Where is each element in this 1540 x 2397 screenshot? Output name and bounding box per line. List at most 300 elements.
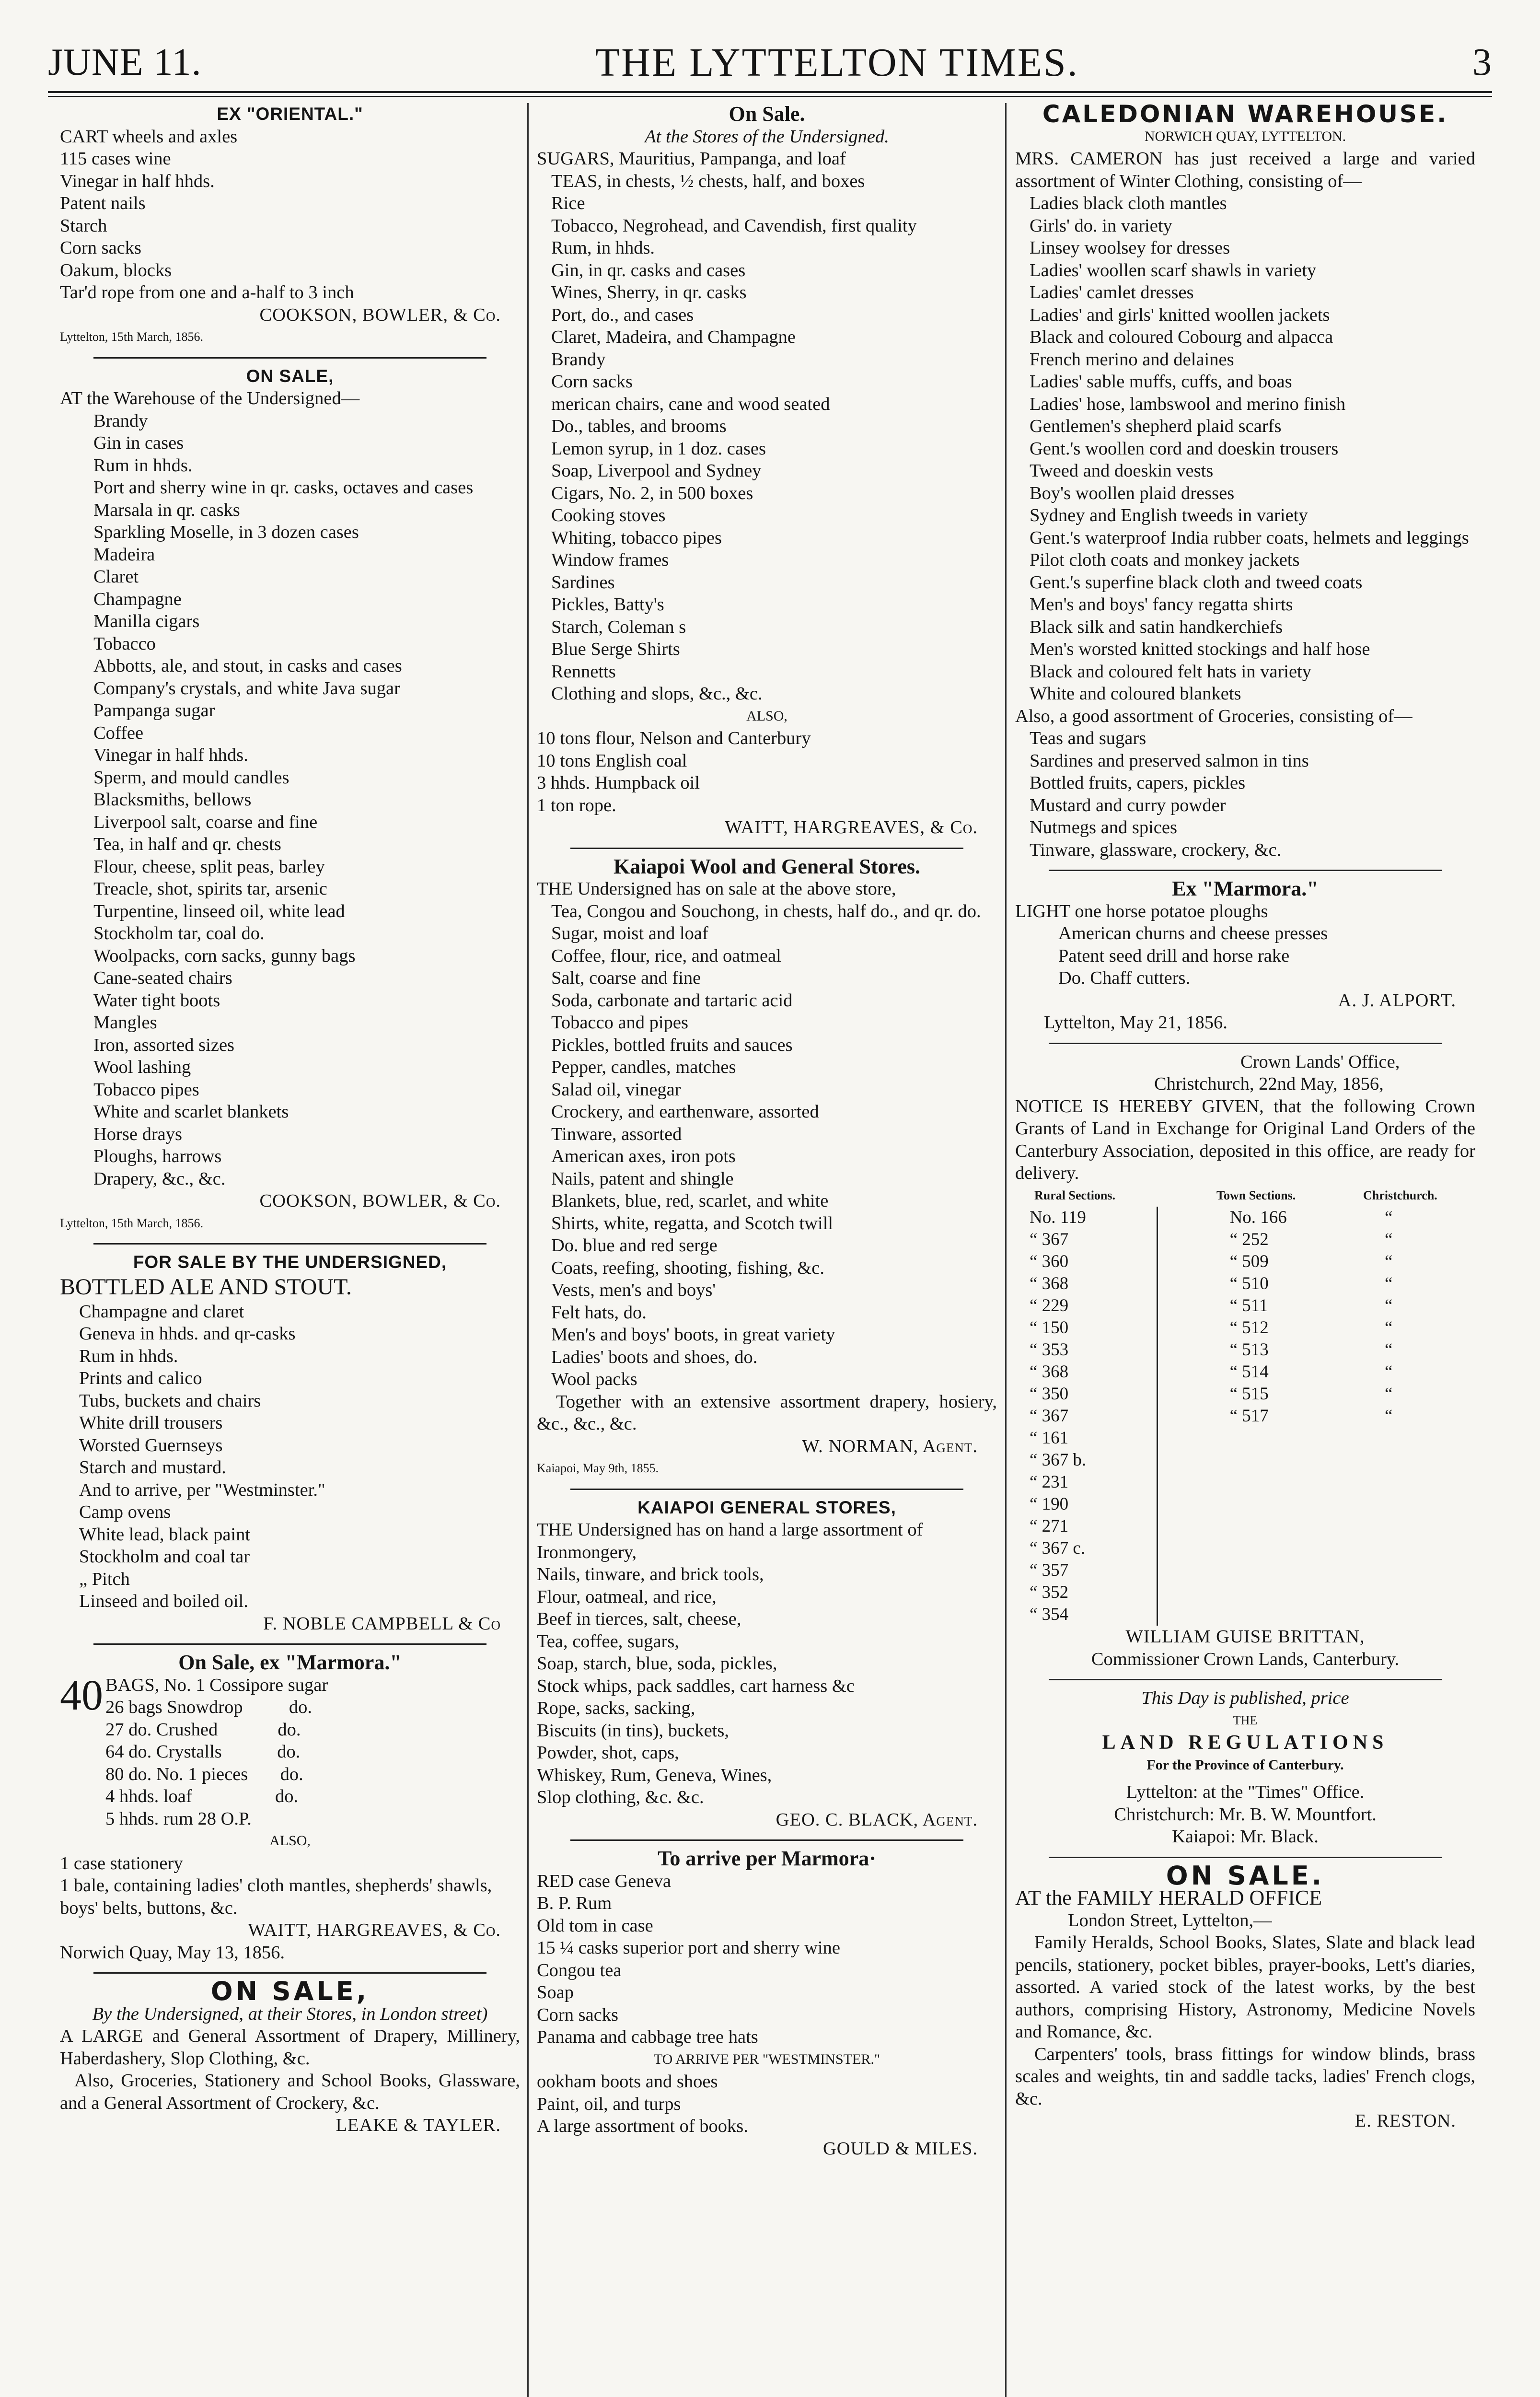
list-item: Corn sacks: [537, 2004, 619, 2025]
ad-subheading: By the Undersigned, at their Stores, in London street): [92, 2003, 488, 2024]
list-item: Pilot cloth coats and monkey jackets: [1030, 550, 1300, 570]
ad-item-list: [537, 170, 997, 705]
list-item: Sparkling Moselle, in 3 dozen cases: [93, 522, 359, 542]
list-item: White lead, black paint: [79, 1524, 251, 1545]
notice-office: Crown Lands' Office,: [1240, 1051, 1400, 1072]
list-item: “ 231: [1030, 1472, 1069, 1492]
ad-first-line: AT the FAMILY HERALD OFFICE: [1015, 1886, 1322, 1909]
list-item: Patent nails: [60, 193, 146, 213]
ad-dateline: Norwich Quay, May 13, 1856.: [60, 1942, 285, 1963]
list-item: Lemon syrup, in 1 doz. cases: [551, 438, 766, 459]
ad-heading: FOR SALE BY THE UNDERSIGNED,: [133, 1252, 447, 1272]
list-item: Tea, in half and qr. chests: [93, 834, 281, 854]
ad-signature: LEAKE & TAYLER.: [336, 2115, 501, 2135]
ad-heading: LAND REGULATIONS: [1102, 1732, 1389, 1754]
ad-item-list: [60, 1301, 520, 1613]
list-item: Starch: [60, 215, 107, 236]
list-item: Wool lashing: [93, 1057, 191, 1077]
list-item: Tea, Congou and Souchong, in chests, half do., and qr. do.: [551, 901, 981, 921]
list-item: Tobacco, Negrohead, and Cavendish, first quality: [551, 215, 917, 236]
ad-subheading: This Day is published, price: [1141, 1688, 1349, 1708]
list-item: Sydney and English tweeds in variety: [1030, 505, 1308, 525]
list-item: Turpentine, linseed oil, white lead: [93, 901, 345, 921]
list-item: Starch and mustard.: [79, 1457, 226, 1478]
list-item: “ 510: [1229, 1274, 1269, 1293]
list-item: Flour, oatmeal, and rice,: [537, 1586, 717, 1607]
list-item: “ 511: [1229, 1296, 1268, 1315]
list-item: Rope, sacks, sacking,: [537, 1698, 695, 1718]
list-item: Wool packs: [551, 1369, 637, 1389]
masthead: [48, 34, 1492, 91]
ad-body: A LARGE and General Assortment of Drapery, Millinery, Haberdashery, Slop Clothing, &c.: [60, 2026, 520, 2069]
list-item: Biscuits (in tins), buckets,: [537, 1720, 729, 1741]
list-item: Salt, coarse and fine: [551, 968, 701, 988]
list-item: 5 hhds. rum 28 O.P.: [105, 1808, 252, 1829]
ad-subheading: TO ARRIVE PER "WESTMINSTER.": [653, 2051, 880, 2067]
list-item: 10 tons flour, Nelson and Canterbury: [537, 728, 811, 748]
list-item: White and coloured blankets: [1030, 684, 1241, 704]
list-item: Crockery, and earthenware, assorted: [551, 1102, 819, 1122]
list-item: “ 360: [1030, 1252, 1069, 1271]
rural-sections: [1015, 1207, 1158, 1626]
list-item: Prints and calico: [79, 1368, 202, 1388]
list-item: “: [1385, 1340, 1393, 1360]
list-item: Pepper, candles, matches: [551, 1057, 736, 1077]
list-item: Tobacco and pipes: [551, 1012, 688, 1033]
ad-heading: To arrive per Marmora·: [658, 1847, 876, 1870]
list-item: Rum in hhds.: [79, 1346, 178, 1366]
list-item: 27 do. Crushed do.: [105, 1719, 301, 1740]
list-item: Gentlemen's shepherd plaid scarfs: [1030, 416, 1282, 436]
list-item: Geneva in hhds. and qr-casks: [79, 1324, 296, 1344]
ad-item-list: [1015, 1781, 1475, 1848]
list-item: Gent.'s superfine black cloth and tweed coats: [1030, 572, 1363, 593]
list-item: Gent.'s woollen cord and doeskin trousers: [1030, 438, 1339, 459]
list-item: Powder, shot, caps,: [537, 1743, 679, 1763]
list-item: Sugar, moist and loaf: [551, 923, 708, 943]
column-1: [60, 103, 520, 2397]
ad-family-herald: [1015, 1860, 1475, 2132]
list-item: Beef in tierces, salt, cheese,: [537, 1609, 741, 1629]
list-item: Tobacco pipes: [93, 1079, 199, 1100]
ad-signature: COOKSON, BOWLER, & Co.: [259, 304, 501, 325]
list-item: “: [1385, 1362, 1393, 1382]
ad-crown-lands: [1015, 1051, 1475, 1671]
list-item: Tar'd rope from one and a-half to 3 inch: [60, 282, 354, 303]
list-item: B. P. Rum: [537, 1893, 612, 1913]
list-item: Bottled fruits, capers, pickles: [1030, 773, 1246, 793]
ad-separator: [93, 1243, 486, 1245]
list-item: Sardines: [551, 572, 615, 593]
ad-separator: [93, 1972, 486, 1974]
list-item: Sardines and preserved salmon in tins: [1030, 750, 1309, 771]
ad-item-list: [537, 727, 997, 816]
ad-item-list: [105, 1696, 328, 1830]
list-item: Company's crystals, and white Java sugar: [93, 678, 400, 698]
list-item: 115 cases wine: [60, 149, 171, 169]
column-divider: [527, 103, 529, 2397]
list-item: ookham boots and shoes: [537, 2071, 718, 2092]
list-item: 80 do. No. 1 pieces do.: [105, 1764, 303, 1784]
ad-heading: Ex "Marmora.": [1172, 877, 1319, 900]
notice-date: Christchurch, 22nd May, 1856,: [1154, 1074, 1384, 1094]
list-item: Clothing and slops, &c., &c.: [551, 684, 763, 704]
ad-body: Also, Groceries, Stationery and School Books, Glassware, and a General Assortment of Crockery, &c.: [60, 2071, 520, 2113]
ad-first-line: SUGARS, Mauritius, Pampanga, and loaf: [537, 149, 846, 169]
ad-signature: W. NORMAN, Agent.: [802, 1436, 978, 1456]
list-item: Water tight boots: [93, 990, 220, 1011]
list-item: Linsey woolsey for dresses: [1030, 238, 1230, 258]
list-item: 3 hhds. Humpback oil: [537, 773, 700, 793]
ad-heading: EX "ORIENTAL.": [217, 104, 363, 124]
list-item: Tinware, assorted: [551, 1124, 682, 1144]
list-item: Black and coloured Cobourg and alpacca: [1030, 327, 1333, 347]
list-item: Do., tables, and brooms: [551, 416, 727, 436]
list-item: Camp ovens: [79, 1502, 171, 1522]
list-item: Vests, men's and boys': [551, 1280, 716, 1300]
list-item: Shirts, white, regatta, and Scotch twill: [551, 1213, 834, 1233]
list-item: “ 357: [1030, 1560, 1069, 1580]
ad-first-line: RED case Geneva: [537, 1871, 672, 1891]
list-item: Rice: [551, 193, 585, 213]
list-item: 64 do. Crystalls do.: [105, 1742, 301, 1762]
list-item: TEAS, in chests, ½ chests, half, and boxes: [551, 171, 865, 191]
list-item: American axes, iron pots: [551, 1146, 736, 1166]
list-item: Soap, Liverpool and Sydney: [551, 461, 762, 481]
list-item: “ 367: [1030, 1230, 1069, 1249]
list-item: Marsala in qr. casks: [93, 500, 240, 520]
list-item: White drill trousers: [79, 1413, 223, 1433]
list-item: Liverpool salt, coarse and fine: [93, 812, 318, 832]
list-item: “ 513: [1229, 1340, 1269, 1360]
ad-signature: GEO. C. BLACK, Agent.: [776, 1809, 978, 1830]
ad-first-line: THE Undersigned has on sale at the above store,: [537, 879, 896, 899]
ad-lead: [60, 1671, 520, 1830]
ad-subheading: NORWICH QUAY, LYTTELTON.: [1144, 128, 1346, 144]
ad-dateline: Lyttelton, 15th March, 1856.: [60, 1216, 203, 1230]
ad-item-list: [537, 2071, 997, 2138]
list-item: Window frames: [551, 550, 669, 570]
list-item: Ironmongery,: [537, 1542, 637, 1562]
ad-signature: E. RESTON.: [1355, 2111, 1456, 2131]
list-item: No. 166: [1229, 1208, 1287, 1227]
list-item: Madeira: [93, 544, 155, 565]
list-item: Brandy: [551, 349, 606, 370]
list-item: Claret: [93, 567, 139, 587]
list-item: Old tom in case: [537, 1915, 653, 1936]
list-item: Stock whips, pack saddles, cart harness &c: [537, 1676, 855, 1696]
column-divider: [1005, 103, 1007, 2397]
list-item: Corn sacks: [551, 372, 633, 392]
ad-title: BOTTLED ALE AND STOUT.: [60, 1274, 352, 1300]
list-item: Mangles: [93, 1012, 157, 1033]
list-item: Stockholm and coal tar: [79, 1547, 250, 1567]
list-item: Kaiapoi: Mr. Black.: [1172, 1827, 1319, 1847]
ad-dateline: Kaiapoi, May 9th, 1855.: [537, 1461, 659, 1475]
ad-separator: [1049, 1679, 1442, 1680]
list-item: Christchurch: Mr. B. W. Mountfort.: [1114, 1804, 1377, 1825]
list-item: Vinegar in half hhds.: [93, 745, 248, 765]
list-item: Whiting, tobacco pipes: [551, 527, 722, 548]
list-item: Tea, coffee, sugars,: [537, 1631, 679, 1652]
ad-subheading: For the Province of Canterbury.: [1146, 1757, 1344, 1773]
list-item: Black and coloured felt hats in variety: [1030, 661, 1311, 682]
list-item: Tobacco: [93, 633, 156, 654]
list-item: Rum in hhds.: [93, 455, 193, 476]
ad-street: London Street, Lyttelton,—: [1068, 1910, 1272, 1931]
list-item: “: [1385, 1230, 1393, 1249]
ad-heading: On Sale.: [729, 103, 805, 126]
ad-separator: [570, 848, 963, 849]
ad-signature: GOULD & MILES.: [822, 2138, 978, 2159]
list-item: “: [1385, 1208, 1393, 1227]
list-item: merican chairs, cane and wood seated: [551, 394, 830, 414]
ad-heading: KAIAPOI GENERAL STORES,: [637, 1497, 896, 1517]
sections-table-header: Rural Sections. Town Sections. Christchurch.: [1034, 1188, 1437, 1202]
list-item: “ 271: [1030, 1516, 1069, 1536]
list-item: Ladies' boots and shoes, do.: [551, 1347, 758, 1367]
list-item: Iron, assorted sizes: [93, 1035, 235, 1055]
list-item: American churns and cheese presses: [1058, 923, 1328, 943]
ad-signature-title: Commissioner Crown Lands, Canterbury.: [1091, 1649, 1400, 1669]
list-item: Wines, Sherry, in qr. casks: [551, 282, 747, 303]
list-item: Abbotts, ale, and stout, in casks and cases: [93, 656, 402, 676]
list-item: “ 150: [1030, 1318, 1069, 1338]
list-item: Corn sacks: [60, 238, 142, 258]
list-item: Starch, Coleman s: [551, 617, 686, 637]
list-item: Coffee: [93, 722, 144, 743]
ad-also: ALSO,: [269, 1833, 311, 1849]
ad-separator: [1049, 1857, 1442, 1858]
town-sections: [1158, 1207, 1366, 1626]
list-item: 26 bags Snowdrop do.: [105, 1697, 312, 1717]
ad-to-arrive: [537, 1848, 997, 2160]
list-item: “ 517: [1229, 1406, 1269, 1426]
ad-item-list: [60, 410, 520, 1190]
list-item: Whiskey, Rum, Geneva, Wines,: [537, 1765, 772, 1785]
list-item: “ 367: [1030, 1406, 1069, 1426]
ad-separator: [570, 1489, 963, 1490]
list-item: Tubs, buckets and chairs: [79, 1390, 261, 1411]
ad-leake-tayler: [60, 1976, 520, 2137]
ad-item-list: [1015, 727, 1475, 861]
ad-subheading: At the Stores of the Undersigned.: [645, 126, 889, 147]
list-item: Boy's woollen plaid dresses: [1030, 483, 1235, 503]
list-item: CART wheels and axles: [60, 126, 238, 147]
ad-separator: [93, 357, 486, 359]
ad-bottled-ale: [60, 1251, 520, 1635]
list-item: Men's and boys' fancy regatta shirts: [1030, 594, 1293, 615]
ad-first-line: THE Undersigned has on hand a large assortment of: [537, 1520, 923, 1540]
list-item: Horse drays: [93, 1124, 182, 1144]
list-item: 15 ¼ casks superior port and sherry wine: [537, 1938, 840, 1958]
list-item: Ploughs, harrows: [93, 1146, 222, 1166]
list-item: Salad oil, vinegar: [551, 1079, 681, 1100]
list-item: „ Pitch: [79, 1569, 130, 1589]
column-2: [537, 103, 997, 2397]
list-item: Men's worsted knitted stockings and half hose: [1030, 639, 1370, 659]
list-item: No. 119: [1030, 1208, 1086, 1227]
ad-dateline: Lyttelton, 15th March, 1856.: [60, 330, 203, 344]
list-item: Worsted Guernseys: [79, 1435, 223, 1455]
ad-heading: ON SALE,: [210, 1976, 370, 2006]
list-item: Ladies' camlet dresses: [1030, 282, 1194, 303]
ad-signature: F. NOBLE CAMPBELL & Co: [263, 1613, 501, 1634]
list-item: Panama and cabbage tree hats: [537, 2027, 758, 2047]
ad-kaiapoi-general: [537, 1497, 997, 1831]
ad-dateline: Lyttelton, May 21, 1856.: [1044, 1012, 1227, 1033]
list-item: Treacle, shot, spirits tar, arsenic: [93, 879, 327, 899]
ad-item-list: [1015, 922, 1475, 989]
list-item: Claret, Madeira, and Champagne: [551, 327, 796, 347]
list-item: A large assortment of books.: [537, 2116, 748, 2136]
list-item: Nutmegs and spices: [1030, 817, 1177, 838]
list-item: “ 367 c.: [1030, 1538, 1086, 1558]
list-item: Coffee, flour, rice, and oatmeal: [551, 945, 781, 966]
list-item: “ 367 b.: [1030, 1450, 1087, 1470]
list-item: Champagne and claret: [79, 1301, 244, 1322]
list-item: Ladies black cloth mantles: [1030, 193, 1227, 213]
list-item: Black silk and satin handkerchiefs: [1030, 617, 1283, 637]
list-item: Champagne: [93, 589, 182, 609]
ad-separator: [93, 1643, 486, 1645]
list-item: “: [1385, 1318, 1393, 1338]
ad-heading: Kaiapoi Wool and General Stores.: [613, 854, 921, 878]
list-item: Linseed and boiled oil.: [79, 1591, 248, 1611]
list-item: “: [1385, 1406, 1393, 1426]
list-item: Soap, starch, blue, soda, pickles,: [537, 1653, 777, 1674]
list-item: Ladies' and girls' knitted woollen jackets: [1030, 304, 1330, 325]
ad-item-list: [60, 1852, 520, 1920]
list-item: Felt hats, do.: [551, 1302, 647, 1323]
list-item: Manilla cigars: [93, 611, 200, 631]
list-item: Port, do., and cases: [551, 304, 694, 325]
list-item: “ 509: [1229, 1252, 1269, 1271]
christchurch-sections: [1366, 1207, 1475, 1626]
ad-item-list: [537, 1892, 997, 2048]
ad-intro: AT the Warehouse of the Undersigned—: [60, 388, 360, 408]
ad-heading: On Sale, ex "Marmora.": [178, 1651, 402, 1674]
list-item: Slop clothing, &c. &c.: [537, 1787, 704, 1807]
list-item: “ 354: [1030, 1605, 1069, 1624]
list-item: “: [1385, 1296, 1393, 1315]
list-item: 10 tons English coal: [537, 750, 687, 771]
lead-number: 40: [60, 1671, 103, 1719]
ad-item-list: [1015, 192, 1475, 705]
ad-land-regulations: [1015, 1687, 1475, 1848]
page-number: 3: [1472, 41, 1492, 83]
list-item: Paint, oil, and turps: [537, 2094, 681, 2114]
list-item: Flour, cheese, split peas, barley: [93, 856, 325, 877]
list-item: Men's and boys' boots, in great variety: [551, 1325, 835, 1345]
list-item: “: [1385, 1252, 1393, 1271]
ad-separator: [570, 1839, 963, 1841]
list-item: Tinware, glassware, crockery, &c.: [1030, 839, 1282, 860]
ad-item-list: [60, 126, 520, 304]
list-item: 1 ton rope.: [537, 795, 616, 815]
newspaper-title: THE LYTTELTON TIMES.: [595, 40, 1079, 85]
notice-body: NOTICE IS HEREBY GIVEN, that the following Crown Grants of Land in Exchange for Original Land Orders of the Canterbury Association, deposited in this office, are ready for delivery.: [1015, 1096, 1475, 1183]
list-item: Mustard and curry powder: [1030, 795, 1226, 815]
masthead-rule: [48, 91, 1492, 93]
issue-date: JUNE 11.: [48, 41, 202, 83]
list-item: Lyttelton: at the "Times" Office.: [1126, 1782, 1365, 1802]
list-item: Soda, carbonate and tartaric acid: [551, 990, 793, 1011]
list-item: Pampanga sugar: [93, 700, 215, 721]
ad-signature: WAITT, HARGREAVES, & Co.: [725, 817, 978, 838]
list-item: Gent.'s waterproof India rubber coats, helmets and leggings: [1030, 527, 1469, 548]
list-item: “: [1385, 1384, 1393, 1404]
list-item: Blankets, blue, red, scarlet, and white: [551, 1191, 829, 1211]
list-item: Soap: [537, 1982, 574, 2002]
list-item: “ 368: [1030, 1362, 1069, 1382]
ad-body: Together with an extensive assortment drapery, hosiery, &c., &c., &c.: [537, 1391, 997, 1434]
list-item: 1 case stationery: [60, 1853, 183, 1873]
list-item: Congou tea: [537, 1960, 622, 1980]
list-item: “ 512: [1229, 1318, 1269, 1338]
ad-signature: A. J. ALPORT.: [1338, 990, 1456, 1011]
ad-item-list: [537, 900, 997, 1391]
list-item: Do. blue and red serge: [551, 1235, 718, 1256]
ad-ex-oriental: [60, 103, 520, 349]
list-item: Oakum, blocks: [60, 260, 172, 280]
list-item: Ladies' sable muffs, cuffs, and boas: [1030, 372, 1292, 392]
list-item: French merino and delaines: [1030, 349, 1234, 370]
ad-marmora-sugar: [60, 1652, 520, 1964]
ad-signature: WAITT, HARGREAVES, & Co.: [248, 1920, 501, 1940]
list-item: Woolpacks, corn sacks, gunny bags: [93, 945, 356, 966]
list-item: Stockholm tar, coal do.: [93, 923, 265, 943]
ad-kaiapoi-wool: [537, 856, 997, 1480]
ad-body: Carpenters' tools, brass fittings for window blinds, brass scales and weights, tin and saddle tacks, ladies' French clogs, &c.: [1015, 2044, 1475, 2109]
list-item: 1 bale, containing ladies' cloth mantles, shepherds' shawls, boys' belts, buttons, &c.: [60, 1875, 492, 1918]
ad-signature: WILLIAM GUISE BRITTAN,: [1125, 1627, 1365, 1647]
list-item: Tweed and doeskin vests: [1030, 461, 1214, 481]
ad-the: THE: [1233, 1713, 1258, 1727]
list-item: Blacksmiths, bellows: [93, 790, 252, 810]
list-item: Cigars, No. 2, in 500 boxes: [551, 483, 753, 503]
list-item: Pickles, Batty's: [551, 594, 664, 615]
list-item: “ 515: [1229, 1384, 1269, 1404]
list-item: And to arrive, per "Westminster.": [79, 1479, 325, 1500]
ad-caledonian: [1015, 103, 1475, 861]
list-item: “: [1385, 1274, 1393, 1293]
sections-table: [1015, 1207, 1475, 1626]
ad-first-line: MRS. CAMERON has just received a large and varied assortment of Winter Clothing, consisting of—: [1015, 149, 1475, 191]
list-item: Ladies' woollen scarf shawls in variety: [1030, 260, 1317, 280]
column-3: [1015, 103, 1475, 2397]
list-item: “ 368: [1030, 1274, 1069, 1293]
list-item: Rennetts: [551, 661, 616, 682]
list-item: 4 hhds. loaf do.: [105, 1786, 299, 1806]
ad-also: ALSO,: [746, 708, 787, 724]
list-item: Rum, in hhds.: [551, 238, 655, 258]
list-item: “ 252: [1229, 1230, 1269, 1249]
list-item: Cane-seated chairs: [93, 968, 232, 988]
ad-heading: CALEDONIAN WAREHOUSE.: [1042, 103, 1448, 128]
list-item: Do. Chaff cutters.: [1058, 968, 1191, 988]
list-item: Drapery, &c., &c.: [93, 1168, 226, 1189]
ad-heading: ON SALE,: [246, 366, 334, 386]
ad-item-list: [537, 1541, 997, 1809]
ad-ex-marmora-ploughs: [1015, 878, 1475, 1034]
masthead-rule-thin: [48, 96, 1492, 97]
list-item: Cooking stoves: [551, 505, 666, 525]
list-item: Port and sherry wine in qr. casks, octaves and cases: [93, 477, 474, 498]
list-item: Gin in cases: [93, 433, 184, 453]
list-item: “ 350: [1030, 1384, 1069, 1404]
list-item: Teas and sugars: [1030, 728, 1146, 748]
